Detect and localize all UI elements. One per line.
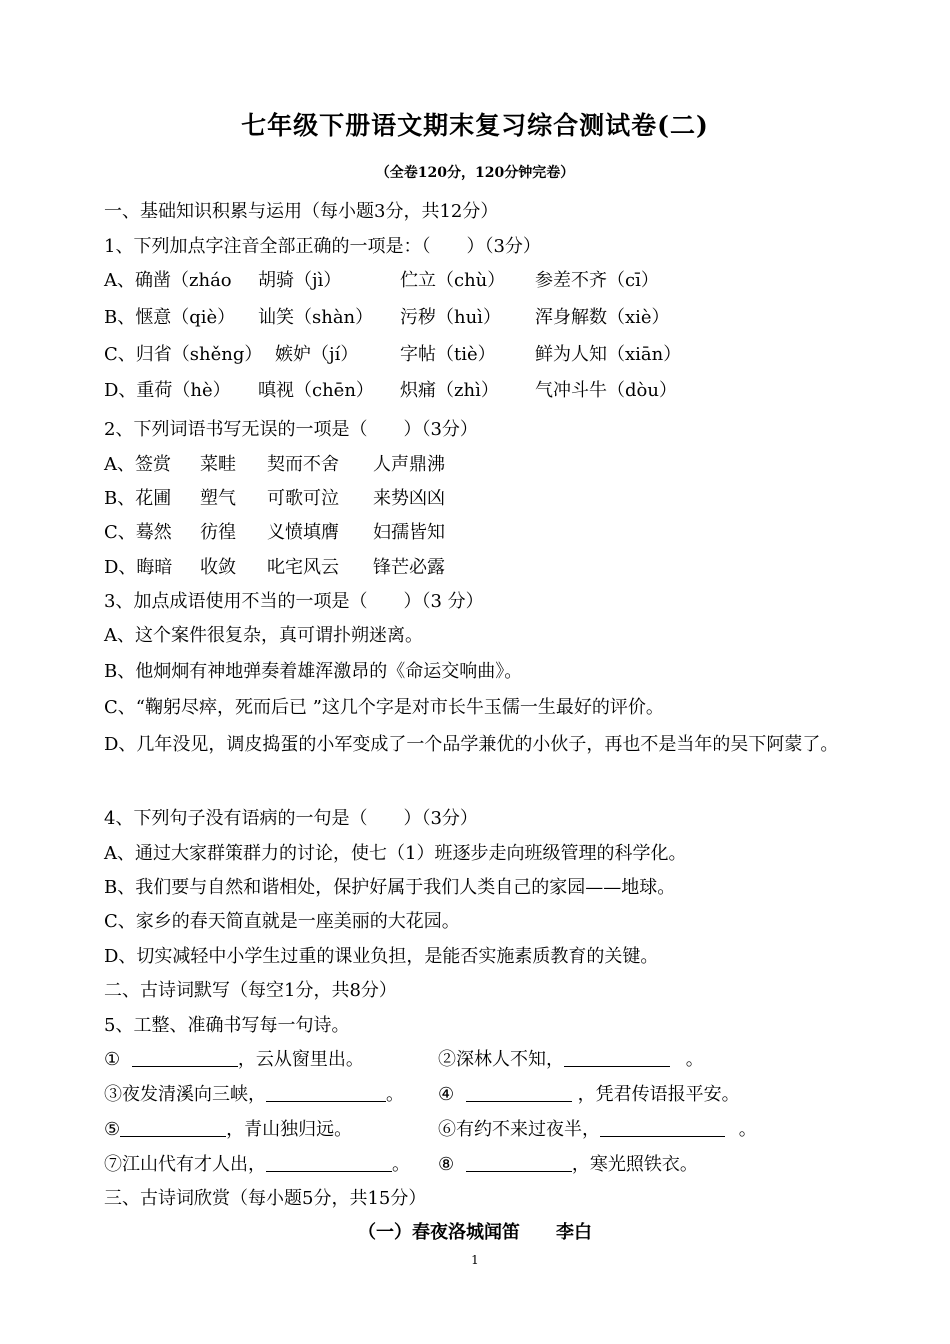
page-subtitle: （全卷120分，120分钟完卷） [375, 165, 575, 181]
q1-option-a-2: 胡骑（jì） [258, 270, 342, 291]
answer-blank-8[interactable] [466, 1153, 572, 1172]
poem-blank-6-suffix: 。 [738, 1119, 757, 1140]
q1-option-d-1: D、重荷（hè） [104, 380, 231, 401]
q1-option-b-2: 讪笑（shàn） [258, 307, 374, 328]
q1-option-a-1: A、确凿（zháo [104, 270, 232, 291]
q2-option-a-1: A、签赏 [104, 454, 171, 475]
q2-option-d-1: D、晦暗 [104, 557, 173, 578]
q1-option-b-3: 污秽（huì） [400, 307, 501, 328]
q2-option-b-4: 来势凶凶 [373, 488, 445, 509]
q1-option-d-4: 气冲斗牛（dòu） [535, 380, 677, 401]
q1-option-c-1: C、归省（shěng） [104, 344, 263, 365]
poem-blank-4-prefix: ④ [438, 1084, 455, 1105]
q4-stem: 4、下列句子没有语病的一句是（ ）（3分） [104, 808, 478, 829]
q2-option-b-2: 塑气 [200, 488, 236, 509]
q2-option-d-2: 收敛 [200, 557, 236, 578]
q3-option-a: A、这个案件很复杂，真可谓扑朔迷离。 [104, 625, 423, 646]
poem-blank-1-suffix: ，云从窗里出。 [237, 1049, 364, 1070]
answer-blank-6[interactable] [600, 1118, 725, 1137]
poem-blank-7-prefix: ⑦江山代有才人出， [104, 1154, 266, 1175]
q1-option-d-3: 炽痛（zhì） [400, 380, 499, 401]
page-title: 七年级下册语文期末复习综合测试卷(二) [241, 111, 709, 140]
q2-option-a-4: 人声鼎沸 [373, 454, 445, 475]
poem-blank-6-prefix: ⑥有约不来过夜半， [438, 1119, 600, 1140]
poem-blank-3-suffix: 。 [386, 1084, 404, 1105]
poem-blank-2-suffix: 。 [685, 1049, 704, 1070]
q1-stem: 1、下列加点字注音全部正确的一项是：（ ）（3分） [104, 236, 541, 257]
poem-blank-7 [104, 1150, 410, 1176]
poem-blank-1-prefix: ① [104, 1049, 121, 1070]
poem-blank-1 [104, 1045, 364, 1071]
q1-option-d-2: 嗔视（chēn） [258, 380, 374, 401]
q2-stem: 2、下列词语书写无误的一项是（ ）（3分） [104, 419, 478, 440]
q1-option-c-3: 字帖（tiè） [400, 344, 496, 365]
q2-option-c-1: C、蓦然 [104, 522, 172, 543]
q2-option-b-3: 可歌可泣 [267, 488, 339, 509]
q4-option-c: C、家乡的春天简直就是一座美丽的大花园。 [104, 911, 460, 932]
answer-blank-5[interactable] [120, 1118, 226, 1137]
q1-option-c-4: 鲜为人知（xiān） [535, 344, 682, 365]
q3-option-c: C、“鞠躬尽瘁，死而后已 ”这几个字是对市长牛玉儒一生最好的评价。 [104, 697, 664, 718]
q1-option-a-3: 伫立（chù） [400, 270, 506, 291]
q4-option-b: B、我们要与自然和谐相处，保护好属于我们人类自己的家园——地球。 [104, 877, 676, 898]
q3-stem: 3、加点成语使用不当的一项是（ ）（3 分） [104, 591, 484, 612]
answer-blank-1[interactable] [132, 1048, 238, 1067]
q1-option-b-4: 浑身解数（xiè） [535, 307, 670, 328]
q2-option-d-4: 锋芒必露 [373, 557, 445, 578]
q2-option-a-3: 契而不舍 [267, 454, 339, 475]
section-3-heading: 三、古诗词欣赏（每小题5分，共15分） [104, 1188, 427, 1209]
q2-option-a-2: 菜畦 [200, 454, 236, 475]
poem-blank-4 [438, 1080, 740, 1106]
poem-blank-8-prefix: ⑧ [438, 1154, 455, 1175]
poem-blank-7-suffix: 。 [392, 1154, 410, 1175]
answer-blank-4[interactable] [466, 1083, 572, 1102]
q4-option-d: D、切实减轻中小学生过重的课业负担，是能否实施素质教育的关键。 [104, 946, 659, 967]
poem-blank-3 [104, 1080, 404, 1106]
q2-option-c-2: 彷徨 [200, 522, 236, 543]
q5-stem: 5、工整、准确书写每一句诗。 [104, 1015, 350, 1036]
poem-blank-4-suffix: ，凭君传语报平安。 [577, 1084, 740, 1105]
q4-option-a: A、通过大家群策群力的讨论，使七（1）班逐步走向班级管理的科学化。 [104, 843, 687, 864]
poem-blank-6 [438, 1115, 757, 1141]
poem-blank-3-prefix: ③夜发清溪向三峡， [104, 1084, 266, 1105]
q2-option-b-1: B、花圃 [104, 488, 172, 509]
poem-blank-2 [438, 1045, 704, 1071]
q3-option-b: B、他炯炯有神地弹奏着雄浑激昂的《命运交响曲》。 [104, 661, 523, 682]
poem-blank-2-prefix: ②深林人不知， [438, 1049, 564, 1070]
q1-option-a-4: 参差不齐（cī） [535, 270, 659, 291]
poem-blank-5 [104, 1115, 352, 1141]
answer-blank-3[interactable] [266, 1083, 386, 1102]
poem-blank-8-suffix: ，寒光照铁衣。 [571, 1154, 698, 1175]
q3-option-d: D、几年没见，调皮捣蛋的小军变成了一个品学兼优的小伙子，再也不是当年的吴下阿蒙了。 [104, 734, 839, 755]
section-1-heading: 一、基础知识积累与运用（每小题3分，共12分） [104, 201, 499, 222]
poem-blank-5-prefix: ⑤ [104, 1119, 121, 1140]
q2-option-c-3: 义愤填膺 [267, 522, 339, 543]
q1-option-c-2: 嫉妒（jí） [275, 344, 359, 365]
page-number: 1 [471, 1253, 479, 1267]
section-2-heading: 二、古诗词默写（每空1分，共8分） [104, 980, 397, 1001]
answer-blank-7[interactable] [266, 1153, 392, 1172]
q1-option-b-1: B、惬意（qiè） [104, 307, 236, 328]
poem-title: （一）春夜洛城闻笛 李白 [358, 1222, 592, 1243]
q2-option-d-3: 叱宅风云 [267, 557, 339, 578]
poem-blank-8 [438, 1150, 698, 1176]
q2-option-c-4: 妇孺皆知 [373, 522, 445, 543]
answer-blank-2[interactable] [564, 1048, 670, 1067]
poem-blank-5-suffix: ，青山独归远。 [226, 1119, 353, 1140]
